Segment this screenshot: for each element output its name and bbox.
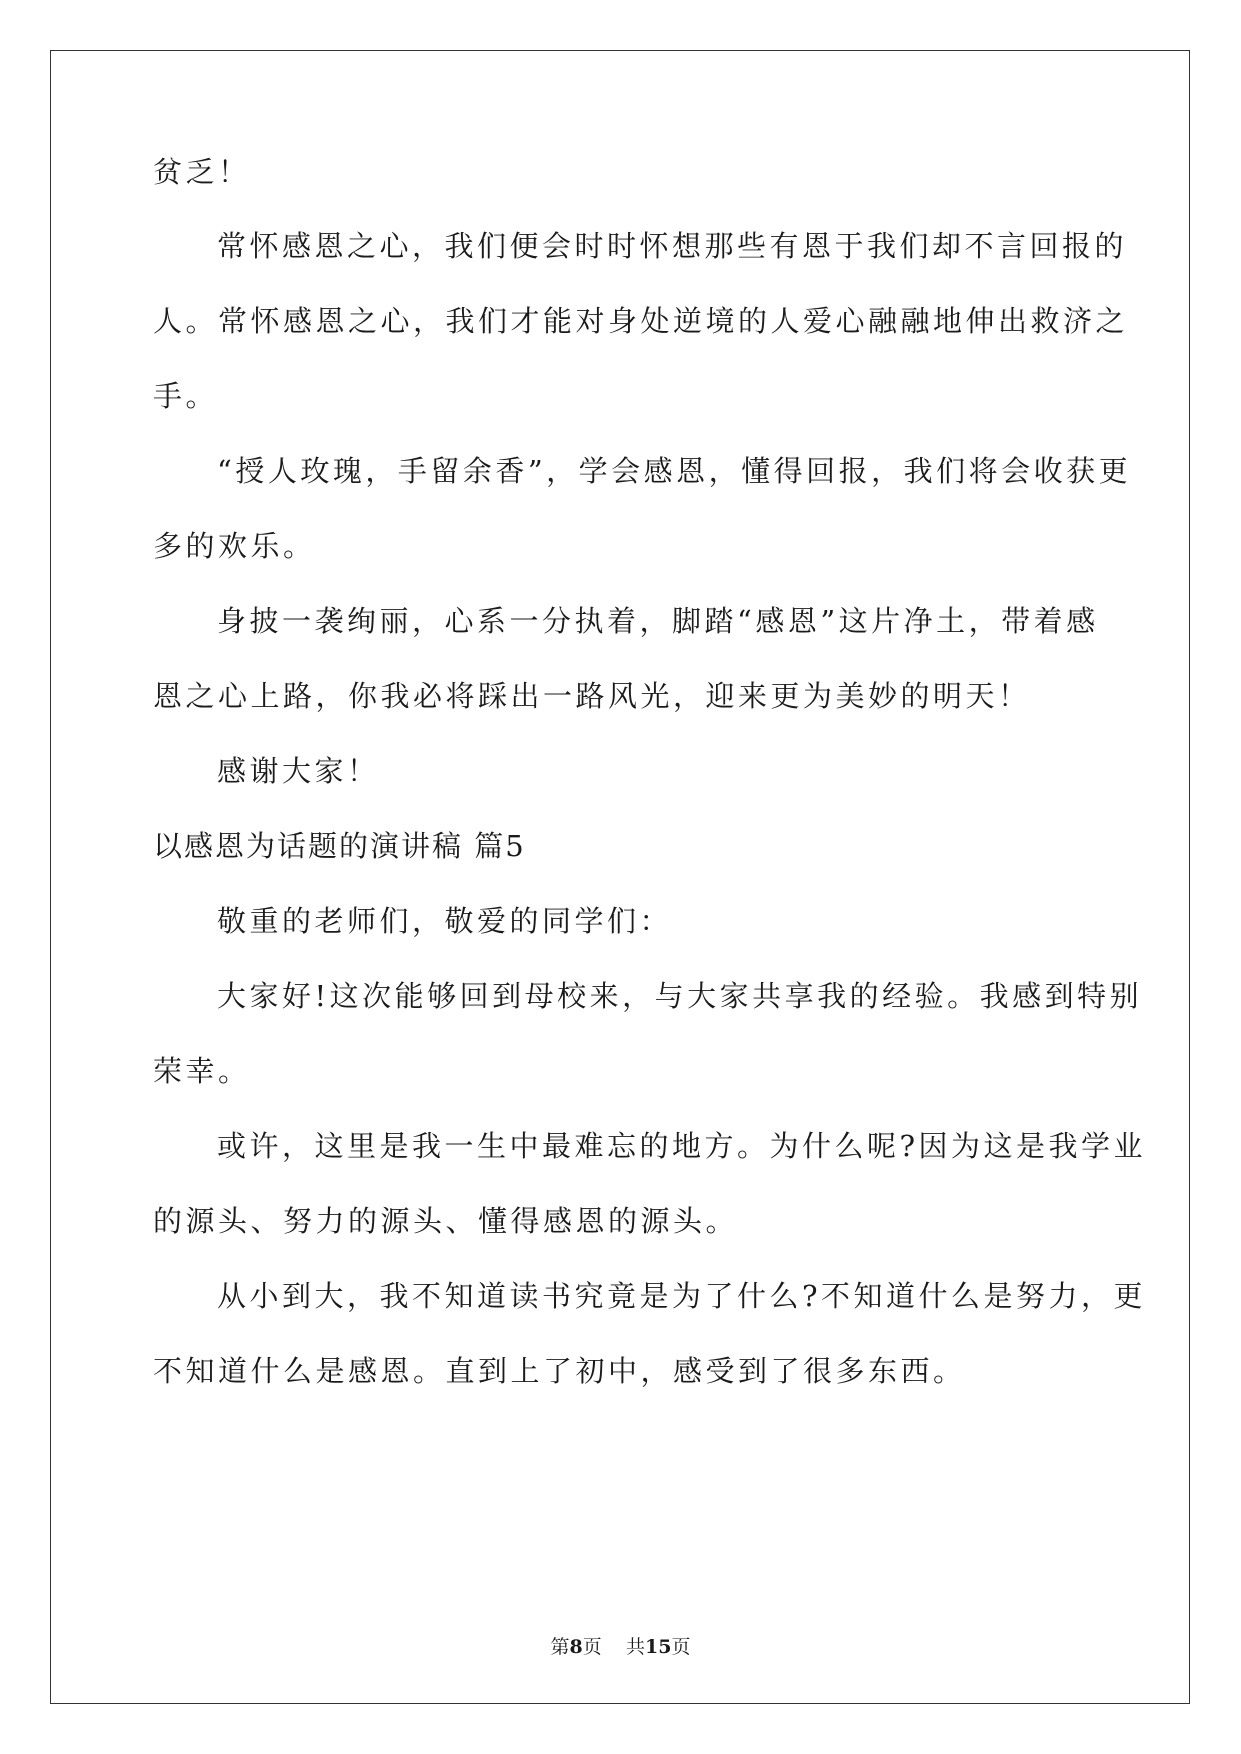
page-prefix: 第 xyxy=(550,1636,570,1658)
total-prefix: 共 xyxy=(625,1636,645,1658)
text-line: 感谢大家！ xyxy=(217,754,380,788)
page-suffix: 页 xyxy=(582,1636,602,1658)
page-footer xyxy=(0,1632,1241,1659)
page-number: 8 xyxy=(569,1636,583,1658)
text-line: “授人玫瑰，手留余香”，学会感恩，懂得回报，我们将会收获更 xyxy=(217,454,1132,488)
page-border xyxy=(50,50,1190,1704)
text-line: 贫乏！ xyxy=(153,155,251,189)
total-suffix: 页 xyxy=(671,1636,691,1658)
text-line: 不知道什么是感恩。直到上了初中，感受到了很多东西。 xyxy=(153,1354,966,1388)
total-pages: 15 xyxy=(644,1636,672,1658)
text-line: 大家好!这次能够回到母校来，与大家共享我的经验。我感到特别 xyxy=(217,979,1143,1013)
text-line: 人。常怀感恩之心，我们才能对身处逆境的人爱心融融地伸出救济之 xyxy=(153,304,1129,338)
text-line: 身披一袭绚丽，心系一分执着，脚踏“感恩”这片净土，带着感 xyxy=(217,604,1099,638)
text-line: 荣幸。 xyxy=(153,1054,251,1088)
text-line: 多的欢乐。 xyxy=(153,529,316,563)
section-heading: 以感恩为话题的演讲稿 篇5 xyxy=(153,829,526,863)
text-line: 从小到大，我不知道读书究竟是为了什么?不知道什么是努力，更 xyxy=(217,1279,1147,1313)
text-line: 敬重的老师们，敬爱的同学们： xyxy=(217,904,673,938)
text-line: 的源头、努力的源头、懂得感恩的源头。 xyxy=(153,1204,739,1238)
text-line: 或许，这里是我一生中最难忘的地方。为什么呢?因为这是我学业 xyxy=(217,1129,1147,1163)
text-line: 手。 xyxy=(153,379,219,413)
text-line: 恩之心上路，你我必将踩出一路风光，迎来更为美妙的明天！ xyxy=(153,679,1031,713)
text-line: 常怀感恩之心，我们便会时时怀想那些有恩于我们却不言回报的 xyxy=(217,229,1128,263)
